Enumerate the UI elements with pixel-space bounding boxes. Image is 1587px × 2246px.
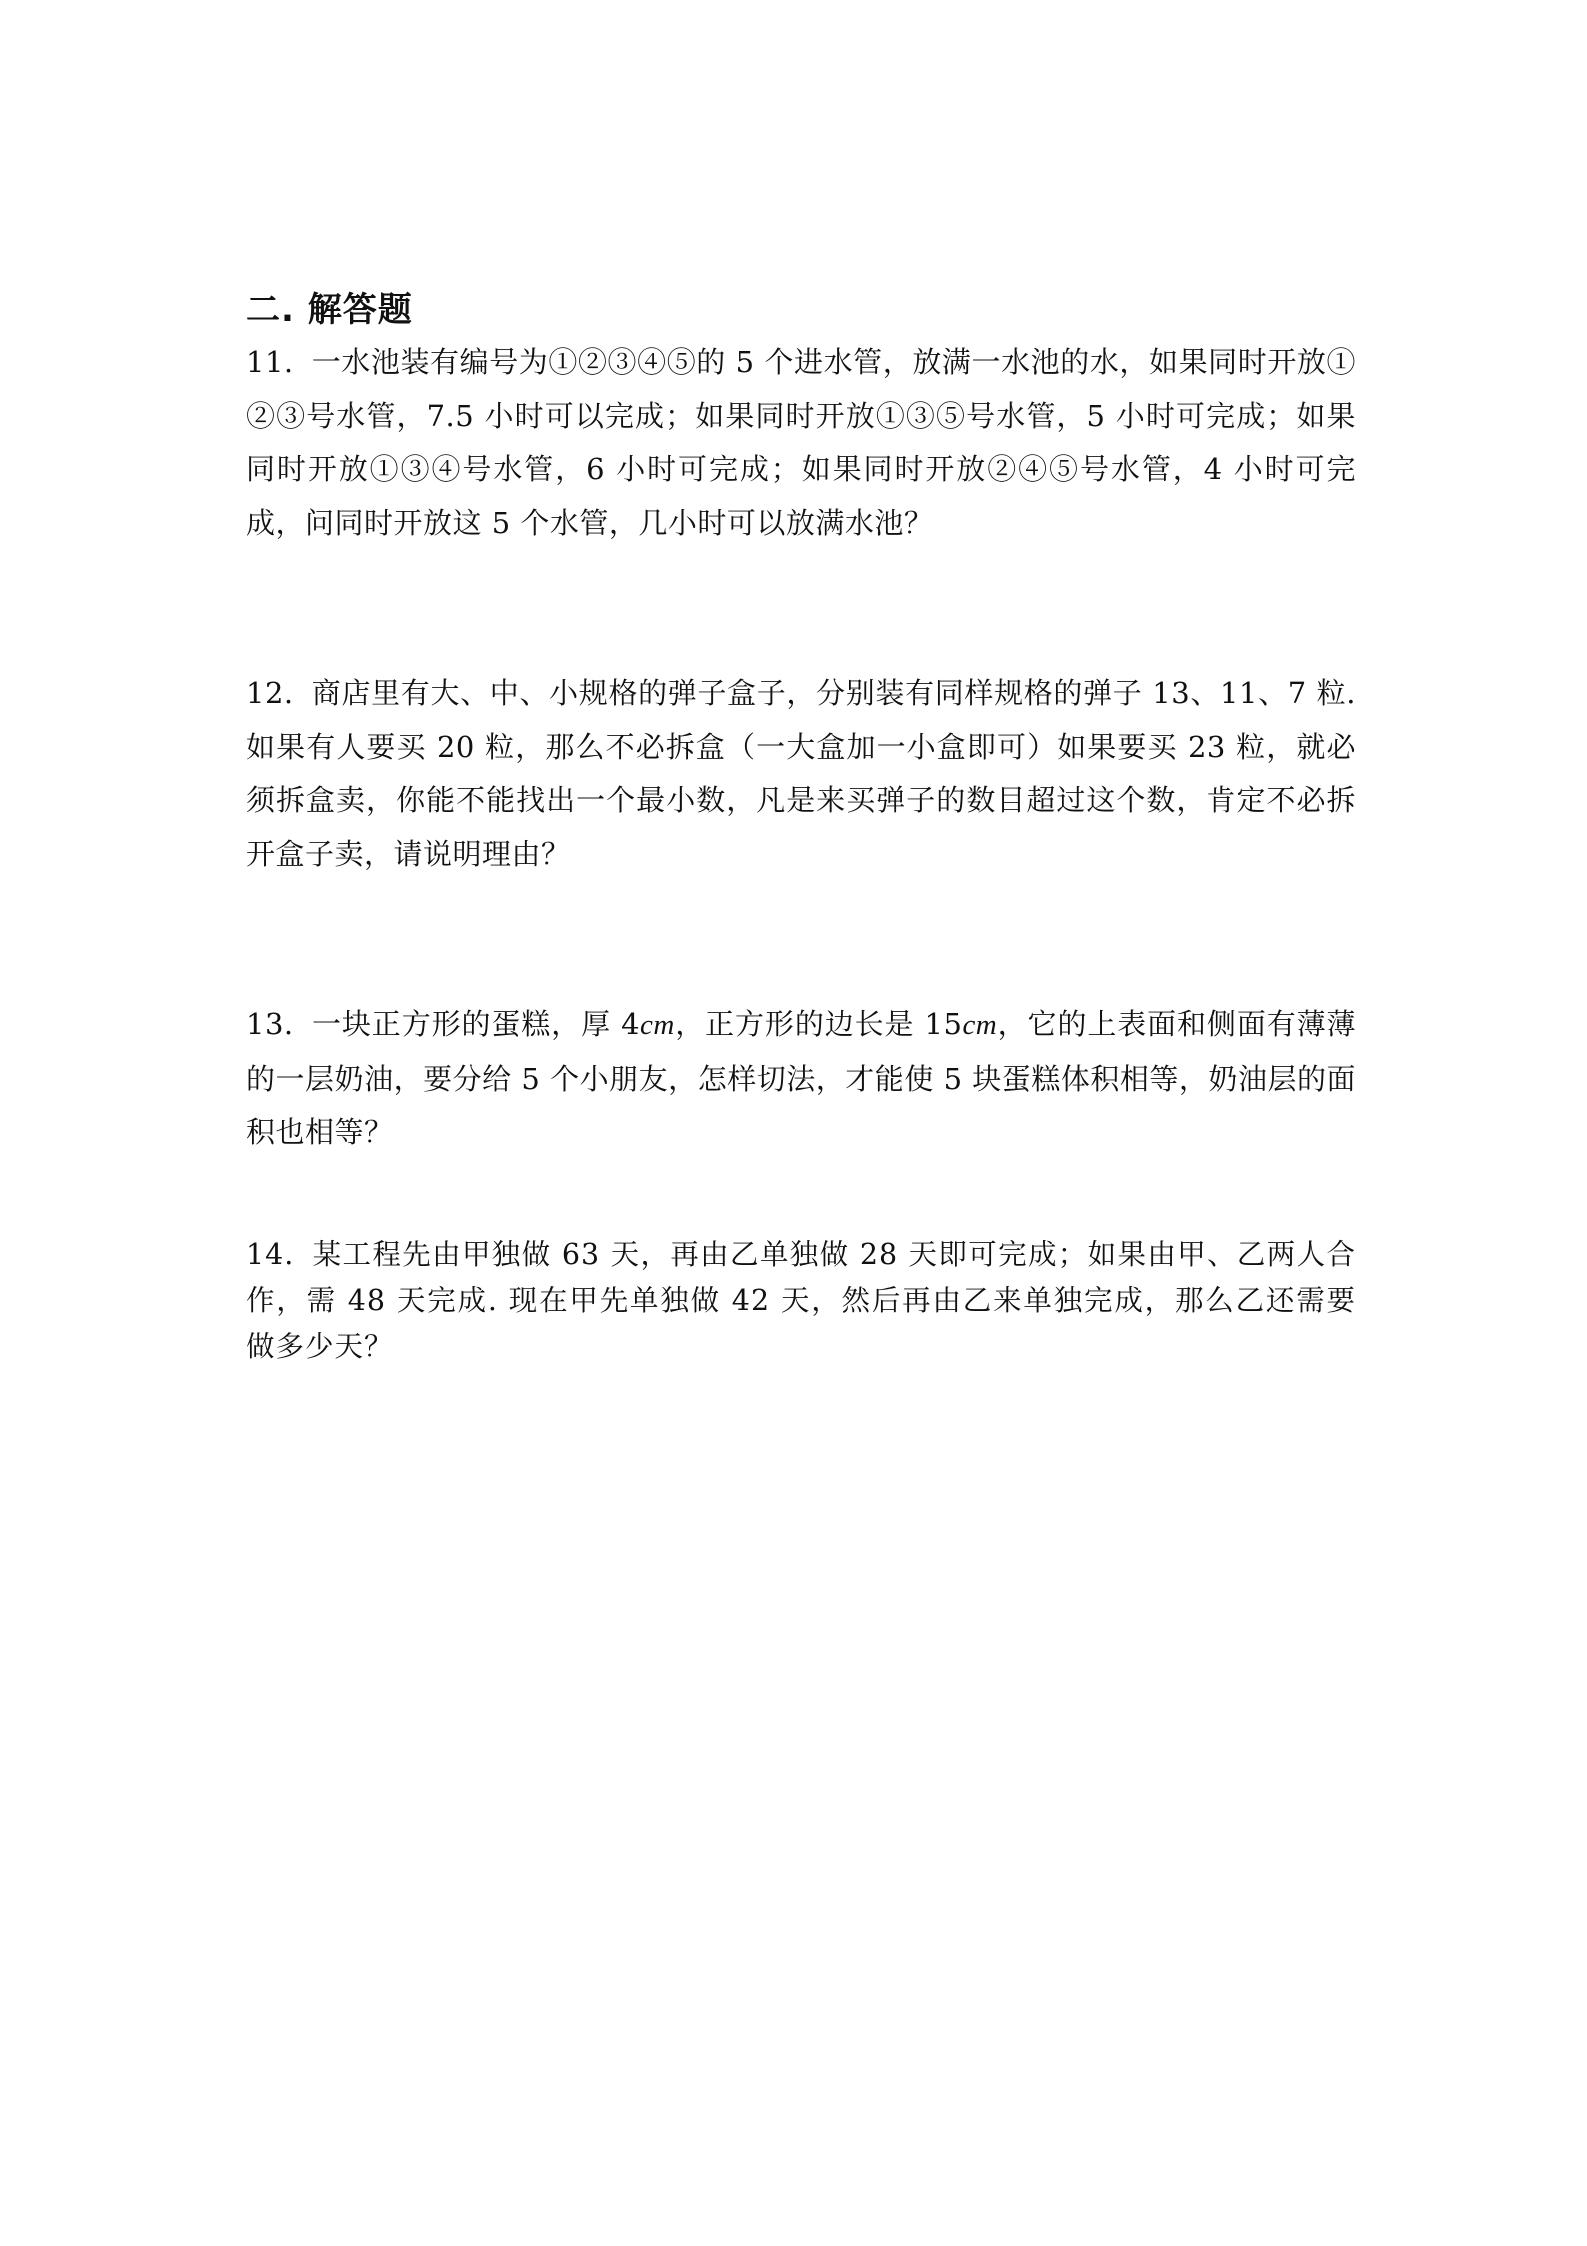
problem-text: 一水池装有编号为①②③④⑤的 5 个进水管，放满一水池的水，如果同时开放①②③号水管，7.5 小时可以完成；如果同时开放①③⑤号水管，5 小时可完成；如果同时开放①③④号水管，6 小时可完成；如果同时开放②④⑤号水管，4 小时可完成，问同时开放这 5 个水管，几小时可以放满水池？ [246,345,1356,540]
unit-cm: cm [962,1009,998,1041]
problem-number: 13. [246,1007,294,1041]
problem-text: 某工程先由甲独做 63 天，再由乙单独做 28 天即可完成；如果由甲、乙两人合作，需 48 天完成. 现在甲先单独做 42 天，然后再由乙来单独完成，那么乙还需要做多少天？ [246,1237,1356,1363]
problem-number: 11. [246,345,294,379]
problem-11 [246,336,1356,550]
problem-text-part: 一块正方形的蛋糕，厚 4 [311,1007,641,1041]
unit-cm: cm [640,1009,675,1041]
problem-12 [246,667,1356,881]
problem-number: 14. [246,1237,295,1271]
problem-14 [246,1232,1356,1370]
problem-text-part: ，正方形的边长是 15 [674,1007,963,1041]
section-title: 二. 解答题 [246,290,413,330]
problem-13 [246,998,1356,1160]
problem-number: 12. [246,676,294,710]
document-content [246,286,1356,1370]
problem-text: 商店里有大、中、小规格的弹子盒子，分别装有同样规格的弹子 13、11、7 粒. 如果有人要买 20 粒，那么不必拆盒（一大盒加一小盒即可）如果要买 23 粒，就必须拆盒卖，你能不能找出一个最小数，凡是来买弹子的数目超过这个数，肯定不必拆开盒子卖，请说明理由？ [246,676,1356,871]
problem-text-part: ，它的上表面和侧面有薄薄的一层奶油，要分给 5 个小朋友，怎样切法，才能使 5 块蛋糕体积相等，奶油层的面积也相等？ [246,1007,1356,1149]
